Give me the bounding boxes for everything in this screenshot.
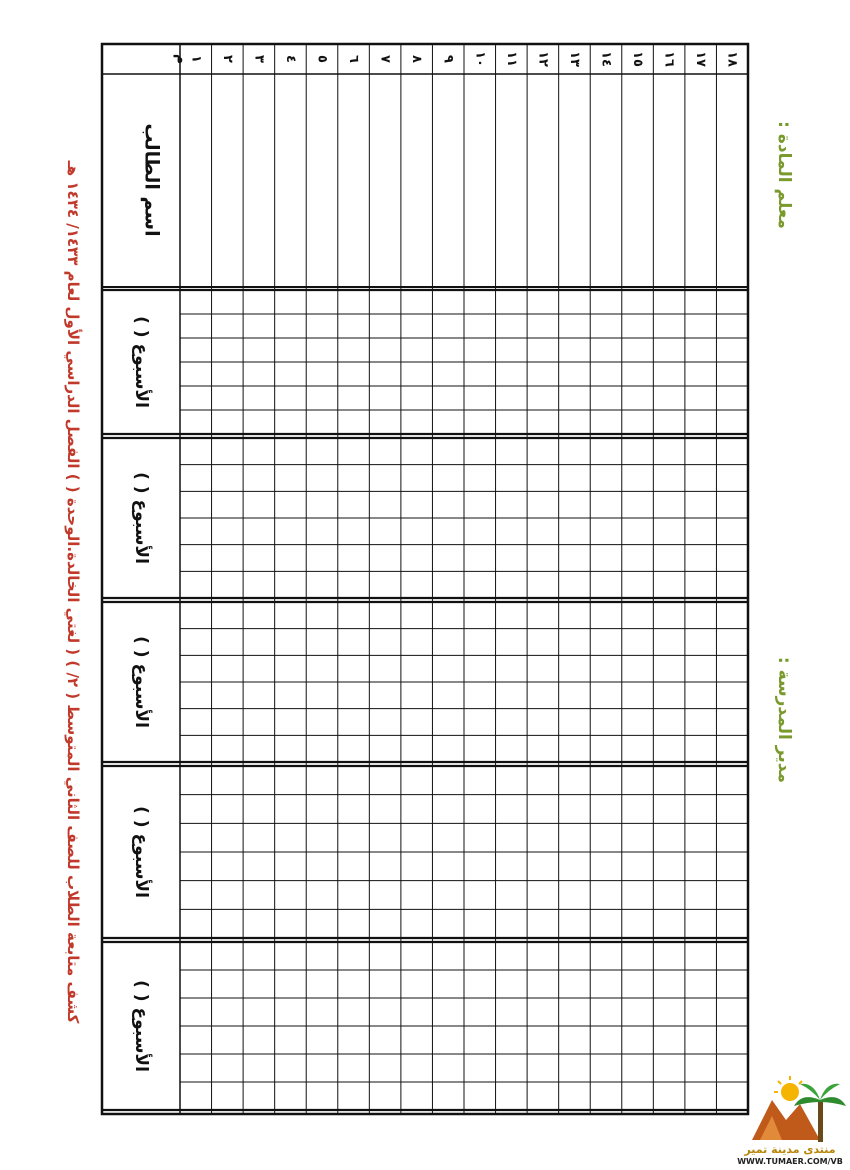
row-number: ١٦	[661, 51, 677, 67]
row-number: ٨	[409, 55, 425, 63]
logo-text: منتدى مدينة تمير	[744, 1143, 836, 1156]
row-number: ١٥	[630, 51, 646, 67]
student-table	[102, 44, 748, 1114]
row-number: ١	[188, 55, 204, 63]
row-number: ١٣	[566, 51, 582, 67]
principal-label: مدير المدرسة :	[774, 656, 794, 784]
row-number: ٣	[251, 55, 267, 63]
row-number: ١٧	[693, 51, 709, 67]
sheet-title-group	[64, 160, 82, 1024]
teacher-label: معلم المادة :	[774, 121, 794, 229]
week-label: الأسبوع ( )	[131, 316, 151, 408]
row-number: ١٠	[472, 51, 488, 67]
name-header: اسم الطالب	[140, 123, 163, 237]
forum-logo	[737, 1076, 846, 1166]
week-label: الأسبوع ( )	[131, 472, 151, 564]
row-number: ٩	[440, 55, 456, 63]
sun-icon	[774, 1076, 802, 1101]
index-header: م	[173, 53, 189, 65]
row-number: ٧	[377, 55, 393, 63]
sheet-title: كشف متابعة الطلاب للصف الثاني المتوسط ( ٢/ ) ( لغتي الخالدة.الوحدة ( ) الفصل الدراسي الأول لعام ١٤٣٣/ ١٤٣٤ هـ	[64, 160, 82, 1024]
row-number: ٢	[219, 55, 235, 63]
row-number: ٦	[346, 55, 362, 63]
row-number: ١٤	[598, 51, 614, 67]
week-label: الأسبوع ( )	[131, 636, 151, 728]
week-label: الأسبوع ( )	[131, 980, 151, 1072]
row-number: ٥	[314, 55, 330, 63]
table-border	[102, 44, 748, 1114]
row-number: ١١	[503, 51, 519, 67]
row-number: ١٨	[724, 51, 740, 67]
mountain-icon	[752, 1100, 820, 1140]
student-table-labels	[131, 51, 740, 1072]
logo-url: WWW.TUMAER.COM/VB	[737, 1157, 843, 1166]
row-number: ١٢	[535, 51, 551, 67]
row-number: ٤	[282, 55, 298, 63]
week-label: الأسبوع ( )	[131, 806, 151, 898]
